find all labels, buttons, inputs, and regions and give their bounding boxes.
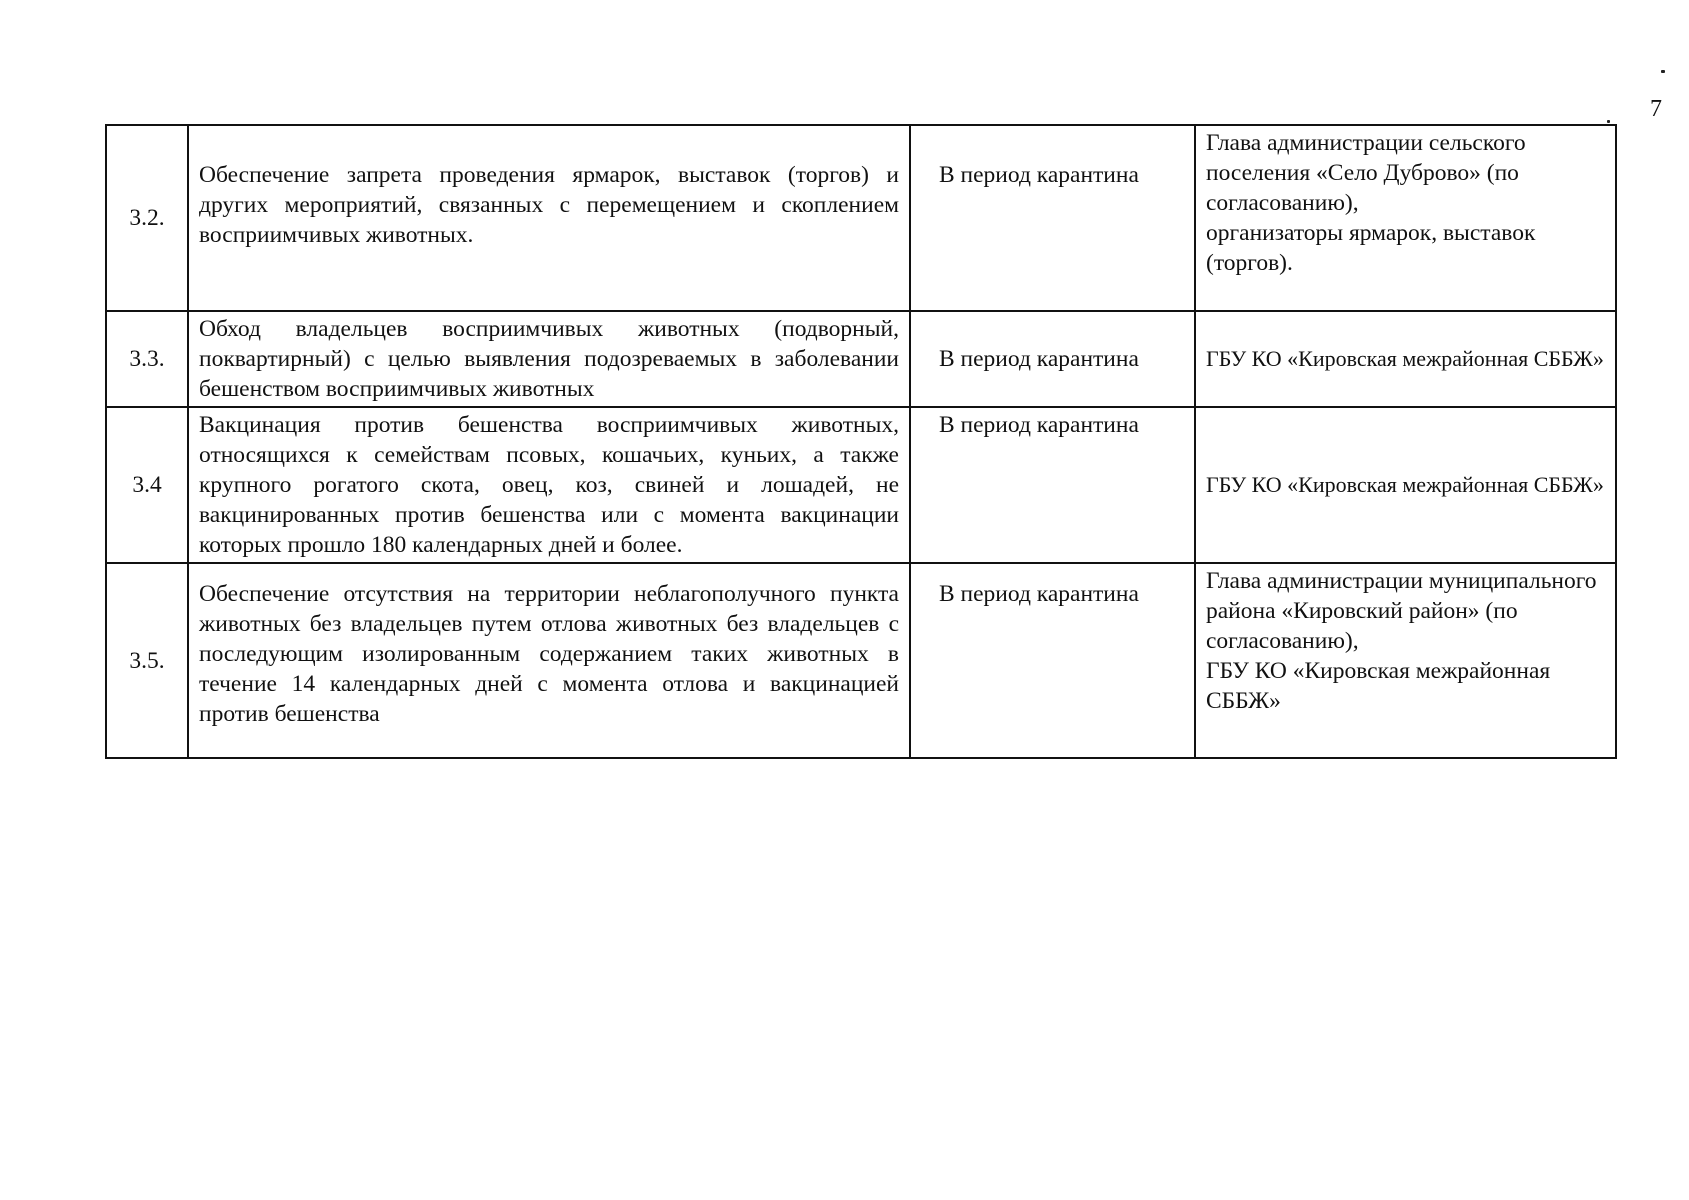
page-number: 7 (1650, 96, 1662, 122)
row-number: 3.2. (106, 125, 188, 311)
measures-table (105, 124, 1617, 759)
measure-text: Вакцинация против бешенства восприимчивых животных, относящихся к семействам псовых, кошачьих, куньих, а также крупного рогатого скота, овец, коз, свиней и лошадей, не вакцинированных против бешенства или с момента вакцинации которых прошло 180 календарных дней и более. (188, 407, 910, 563)
responsible-text: ГБУ КО «Кировская межрайонная СББЖ» (1195, 311, 1616, 407)
table-row (106, 563, 1616, 758)
measure-text: Обход владельцев восприимчивых животных (подворный, поквартирный) с целью выявления подозреваемых в заболевании бешенством восприимчивых животных (188, 311, 910, 407)
responsible-text: Глава администрации муниципального района «Кировский район» (по согласованию), ГБУ КО «Кировская межрайонная СББЖ» (1195, 563, 1616, 758)
term-text: В период карантина (910, 407, 1195, 563)
measure-text: Обеспечение отсутствия на территории неблагополучного пункта животных без владельцев путем отлова животных без владельцев с последующим изолированным содержанием таких животных в течение 14 календарных дней с момента отлова и вакцинацией против бешенства (188, 563, 910, 758)
responsible-text: Глава администрации сельского поселения «Село Дуброво» (по согласованию), организаторы ярмарок, выставок (торгов). (1195, 125, 1616, 311)
term-text: В период карантина (910, 563, 1195, 758)
term-text: В период карантина (910, 311, 1195, 407)
scan-speck (1607, 120, 1610, 123)
scan-speck (1661, 70, 1665, 73)
row-number: 3.5. (106, 563, 188, 758)
row-number: 3.4 (106, 407, 188, 563)
table-row (106, 407, 1616, 563)
table-row (106, 311, 1616, 407)
responsible-text: ГБУ КО «Кировская межрайонная СББЖ» (1195, 407, 1616, 563)
row-number: 3.3. (106, 311, 188, 407)
measure-text: Обеспечение запрета проведения ярмарок, выставок (торгов) и других мероприятий, связанных с перемещением и скоплением восприимчивых животных. (188, 125, 910, 311)
term-text: В период карантина (910, 125, 1195, 311)
table-row (106, 125, 1616, 311)
